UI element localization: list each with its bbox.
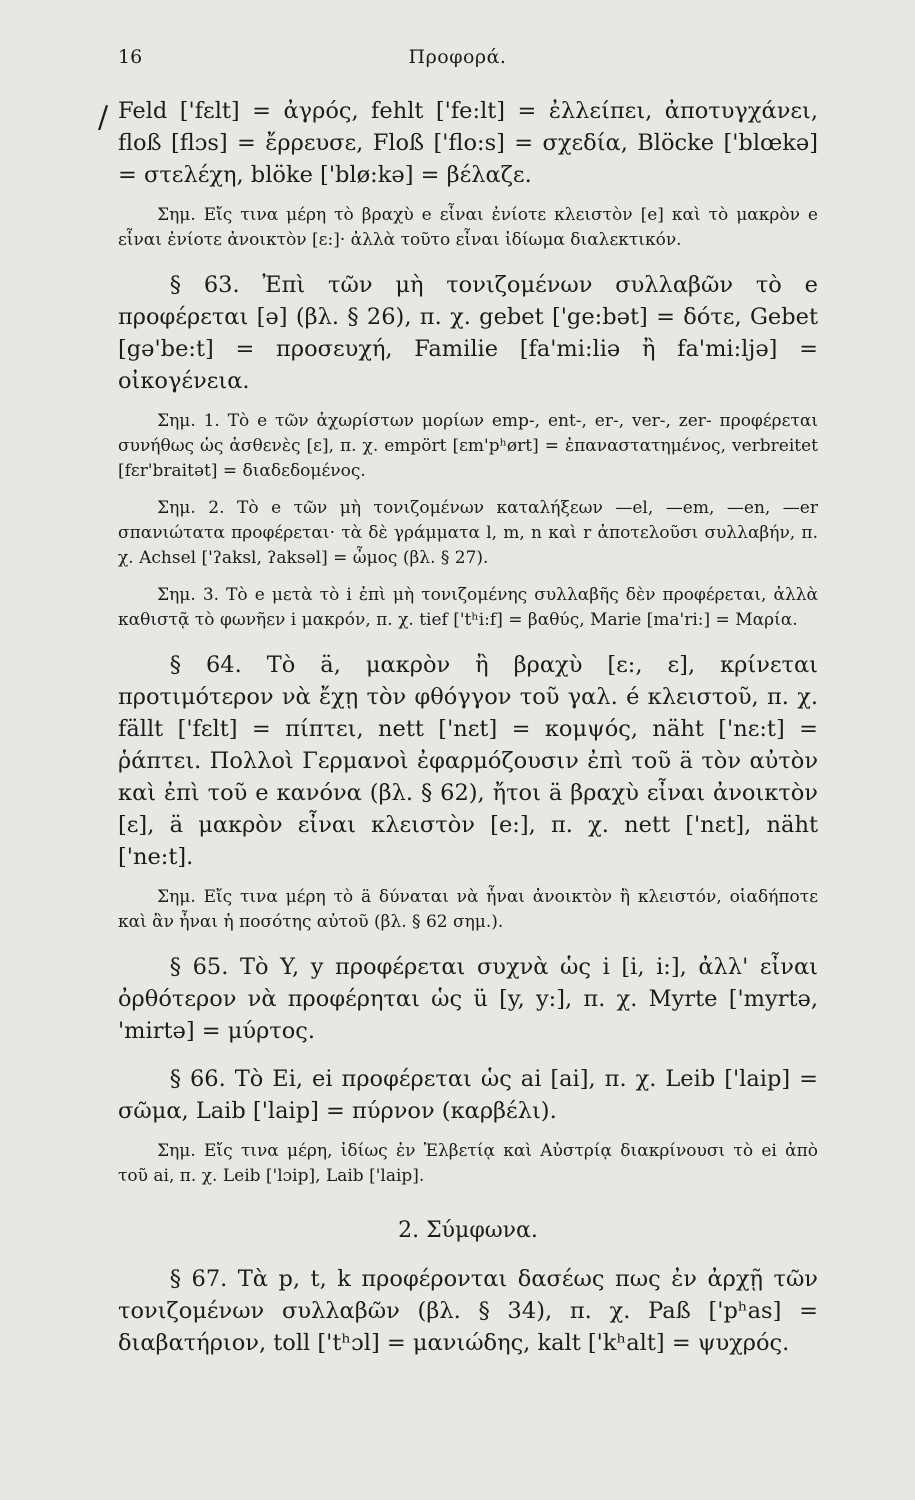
- page-number: 16: [118, 46, 143, 68]
- note-dialect-e: Σημ. Εἴς τινα μέρη τὸ βραχὺ e εἶναι ἐνίοτε κλειστὸν [e] καὶ τὸ μακρὸν e εἶναι ἐνίοτε ἀνοικτὸν [ɛ:]· ἀλλὰ τοῦτο εἶναι ἰδίωμα διαλεκτικόν.: [118, 205, 818, 250]
- section-67: § 67. Τὰ p, t, k προφέρονται δασέως πως ἐν ἀρχῇ τῶν τονιζομένων συλλαβῶν (βλ. § 34), π. χ. Paß ['pʰas] = διαβατήριον, toll ['tʰɔl] = μανιώδης, kalt ['kʰalt] = ψυχρός.: [118, 1266, 818, 1356]
- section-heading-consonants: 2. Σύμφωνα.: [398, 1218, 538, 1243]
- note-66: Σημ. Εἴς τινα μέρη, ἰδίως ἐν Ἑλβετίᾳ καὶ Αὐστρίᾳ διακρίνουσι τὸ ei ἀπὸ τοῦ ai, π. χ. Leib ['lɔip], Laib ['laip].: [118, 1141, 818, 1186]
- page-body: [118, 95, 818, 1359]
- section-63: § 63. Ἐπὶ τῶν μὴ τονιζομένων συλλαβῶν τὸ e προφέρεται [ə] (βλ. § 26), π. χ. gebet ['ge:bət] = δότε, Gebet [gə'be:t] = προσευχή, Familie [fa'mi:liə ἢ fa'mi:ljə] = οἰκογένεια.: [118, 272, 818, 394]
- section-65: § 65. Τὸ Y, y προφέρεται συχνὰ ὡς i [i, i:], ἀλλ' εἶναι ὀρθότερον νὰ προφέρηται ὡς ü [y, y:], π. χ. Myrte ['myrtə, 'mirtə] = μύρτος.: [118, 954, 818, 1044]
- section-64: § 64. Τὸ ä, μακρὸν ἢ βραχὺ [ɛ:, ɛ], κρίνεται προτιμότερον νὰ ἔχῃ τὸν φθόγγον τοῦ γαλ. é κλειστοῦ, π. χ. fällt ['fɛlt] = πίπτει, nett ['nɛt] = κομψός, näht ['nɛ:t] = ῥάπτει. Πολλοὶ Γερμανοὶ ἐφαρμόζουσιν ἐπὶ τοῦ ä τὸν αὐτὸν καὶ ἐπὶ τοῦ e κανόνα (βλ. § 62), ἤτοι ä βραχὺ εἶναι ἀνοικτὸν [ɛ], ä μακρὸν εἶναι κλειστὸν [e:], π. χ. nett ['nɛt], näht ['ne:t].: [118, 652, 818, 870]
- running-title: Προφορά.: [408, 46, 507, 68]
- margin-mark: /: [98, 100, 109, 135]
- note-64: Σημ. Εἴς τινα μέρη τὸ ä δύναται νὰ ἦναι ἀνοικτὸν ἢ κλειστόν, οἱαδήποτε καὶ ἂν ἦναι ἡ ποσότης αὐτοῦ (βλ. § 62 σημ.).: [118, 887, 818, 932]
- paragraph-feld: Feld ['fɛlt] = ἀγρός, fehlt ['fe:lt] = ἐλλείπει, ἀποτυγχάνει, floß [flɔs] = ἔρρευσε, Floß ['flo:s] = σχεδία, Blöcke ['blœkə] = στελέχη, blöke ['blø:kə] = βέλαζε.: [118, 98, 818, 188]
- page-header: [0, 46, 915, 76]
- note-63-2: Σημ. 2. Τὸ e τῶν μὴ τονιζομένων καταλήξεων —el, —em, —en, —er σπανιώτατα προφέρεται· τὰ δὲ γράμματα l, m, n καὶ r ἀποτελοῦσι συλλαβήν, π. χ. Achsel ['ʔaksl, ʔaksəl] = ὦμος (βλ. § 27).: [118, 498, 818, 568]
- note-63-3: Σημ. 3. Τὸ e μετὰ τὸ i ἐπὶ μὴ τονιζομένης συλλαβῆς δὲν προφέρεται, ἀλλὰ καθιστᾷ τὸ φωνῆεν i μακρόν, π. χ. tief ['tʰi:f] = βαθύς, Marie [ma'ri:] = Μαρία.: [118, 585, 818, 630]
- section-66: § 66. Τὸ Ei, ei προφέρεται ὡς ai [ai], π. χ. Leib ['laip] = σῶμα, Laib ['laip] = πύρνον (καρβέλι).: [118, 1066, 818, 1124]
- note-63-1: Σημ. 1. Τὸ e τῶν ἀχωρίστων μορίων emp-, ent-, er-, ver-, zer- προφέρεται συνήθως ὡς ἀσθενὲς [ɛ], π. χ. empört [ɛm'pʰørt] = ἐπαναστατημένος, verbreitet [fɛr'braitət] = διαδεδομένος.: [118, 411, 818, 481]
